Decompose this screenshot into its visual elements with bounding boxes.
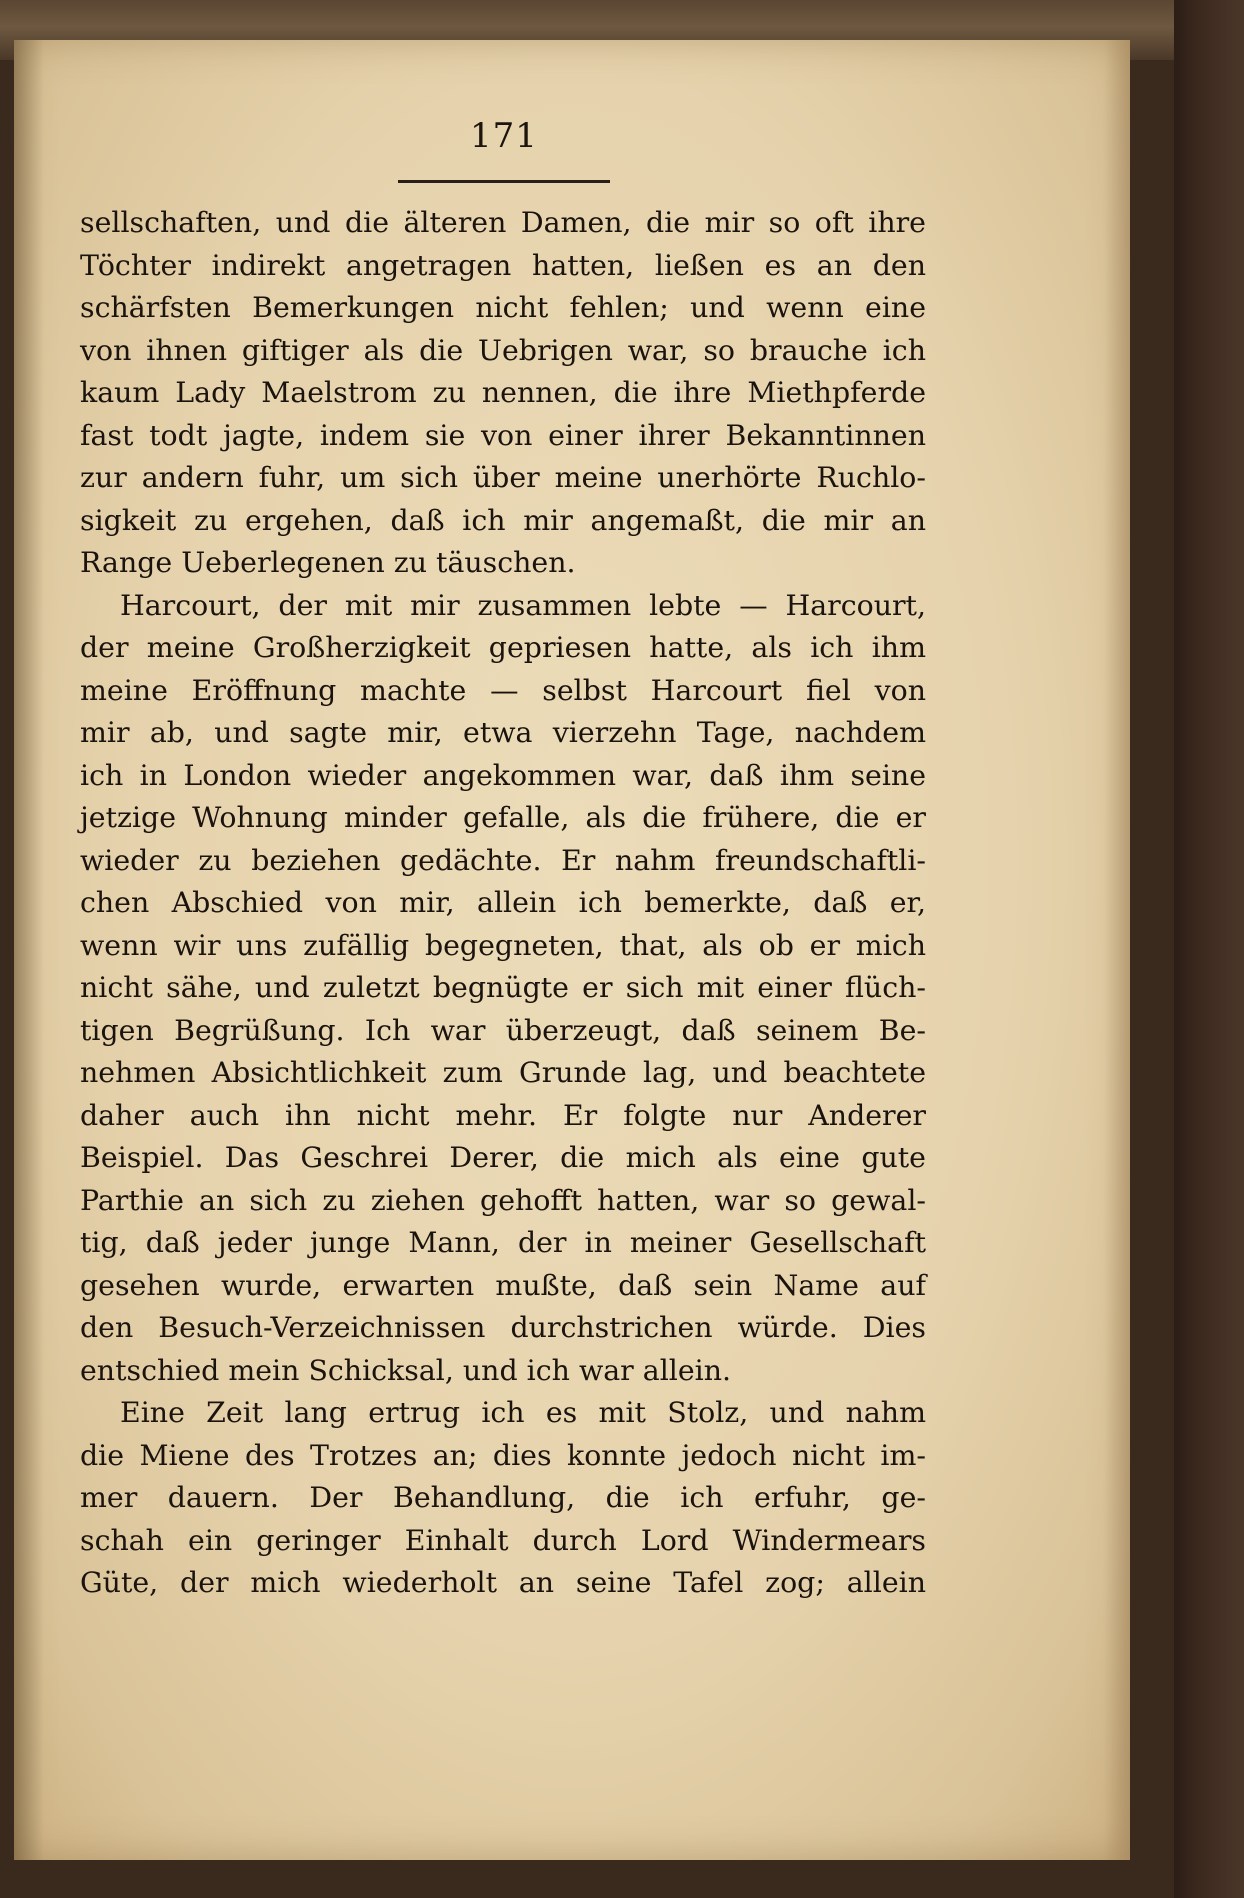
text-line: meine Eröffnung machte — selbst Harcourt fiel von xyxy=(80,673,926,707)
body-text xyxy=(80,202,926,1605)
text-line: schärfsten Bemerkungen nicht fehlen; und wenn eine xyxy=(80,291,926,324)
text-line: ich in London wieder angekommen war, daß ihm seine xyxy=(80,758,926,792)
text-line: die Miene des Trotzes an; dies konnte jedoch nicht im- xyxy=(80,1438,926,1472)
text-line: den Besuch-Verzeichnissen durchstrichen würde. Dies xyxy=(80,1311,926,1344)
page-number: 171 xyxy=(470,116,538,156)
text-line: mer dauern. Der Behandlung, die ich erfuhr, ge- xyxy=(80,1481,926,1514)
text-line: sellschaften, und die älteren Damen, die mir so oft ihre xyxy=(80,206,926,239)
text-line: schah ein geringer Einhalt durch Lord Windermears xyxy=(80,1523,926,1557)
page-fore-edge xyxy=(1104,40,1130,1860)
text-line: chen Abschied von mir, allein ich bemerkte, daß er, xyxy=(80,886,926,919)
text-line: Töchter indirekt angetragen hatten, ließen es an den xyxy=(80,248,926,282)
text-line: entschied mein Schicksal, und ich war allein. xyxy=(80,1353,732,1387)
text-line: der meine Großherzigkeit gepriesen hatte, als ich ihm xyxy=(80,631,926,664)
text-line: nehmen Absichtlichkeit zum Grunde lag, und beachtete xyxy=(80,1056,926,1089)
text-line: Beispiel. Das Geschrei Derer, die mich als eine gute xyxy=(80,1141,926,1174)
gutter-shadow xyxy=(14,40,44,1860)
header-rule xyxy=(398,180,610,183)
text-line: mir ab, und sagte mir, etwa vierzehn Tage, nachdem xyxy=(80,716,926,749)
text-line: Parthie an sich zu ziehen gehofft hatten, war so gewal- xyxy=(80,1183,926,1217)
text-line: fast todt jagte, indem sie von einer ihrer Bekanntinnen xyxy=(80,418,926,452)
text-line: von ihnen giftiger als die Uebrigen war, so brauche ich xyxy=(80,333,926,367)
text-line: Range Ueberlegenen zu täuschen. xyxy=(80,546,576,579)
text-line: gesehen wurde, erwarten mußte, daß sein Name auf xyxy=(80,1268,926,1302)
text-line: sigkeit zu ergehen, daß ich mir angemaßt, die mir an xyxy=(80,503,926,537)
book-cover-edge xyxy=(1174,0,1244,1898)
text-line: Eine Zeit lang ertrug ich es mit Stolz, und nahm xyxy=(120,1396,926,1429)
text-line: tig, daß jeder junge Mann, der in meiner Gesellschaft xyxy=(80,1226,926,1259)
text-line: wieder zu beziehen gedächte. Er nahm freundschaftli- xyxy=(80,843,926,877)
text-line: tigen Begrüßung. Ich war überzeugt, daß seinem Be- xyxy=(80,1013,926,1047)
text-line: daher auch ihn nicht mehr. Er folgte nur Anderer xyxy=(80,1098,926,1132)
text-line: Güte, der mich wiederholt an seine Tafel zog; allein xyxy=(80,1566,926,1599)
text-line: Harcourt, der mit mir zusammen lebte — Harcourt, xyxy=(120,588,926,622)
text-line: kaum Lady Maelstrom zu nennen, die ihre Miethpferde xyxy=(80,376,926,409)
text-line: wenn wir uns zufällig begegneten, that, als ob er mich xyxy=(80,928,926,962)
text-line: jetzige Wohnung minder gefalle, als die frühere, die er xyxy=(80,801,926,834)
text-line: nicht sähe, und zuletzt begnügte er sich mit einer flüch- xyxy=(80,971,926,1004)
text-line: zur andern fuhr, um sich über meine unerhörte Ruchlo- xyxy=(80,461,926,494)
